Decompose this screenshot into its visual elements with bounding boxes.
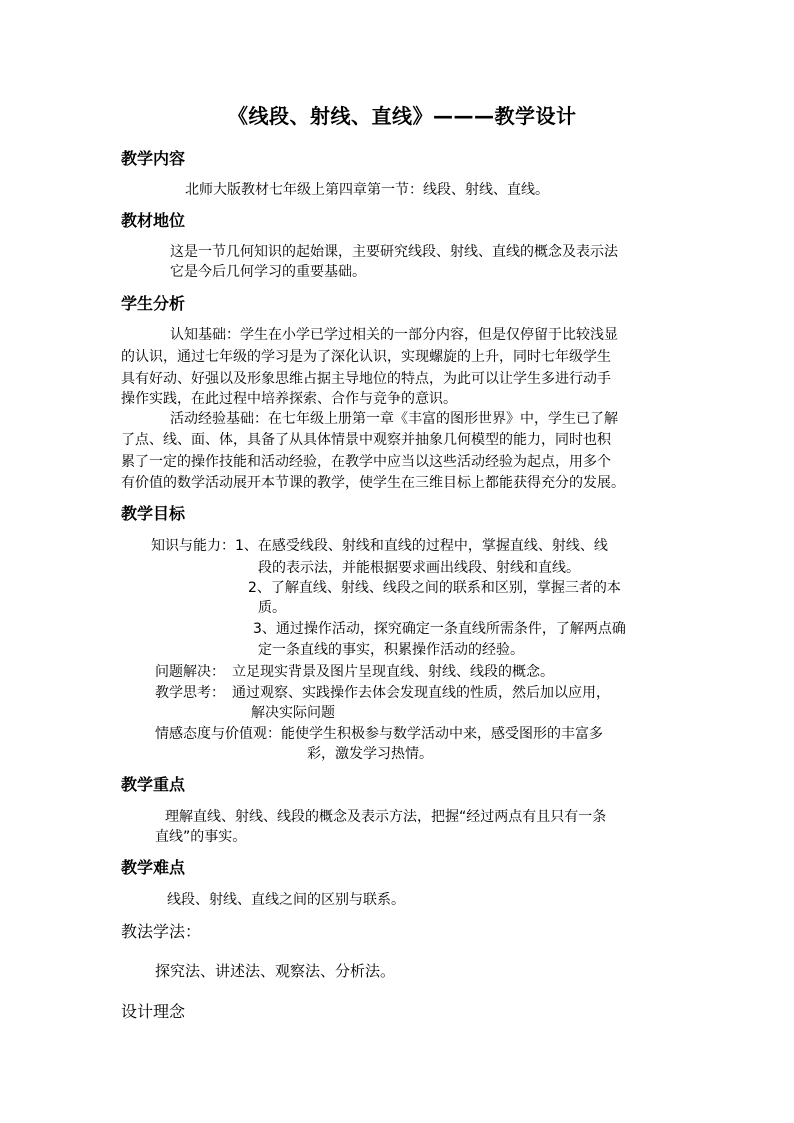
- section-heading-methods: 教法学法：: [121, 922, 202, 941]
- section-heading-concept: 设计理念: [121, 1002, 186, 1021]
- keypoints-line: 直线”的事实。: [155, 829, 247, 845]
- status-line: 这是一节几何知识的起始课，主要研究线段、射线、直线的概念及表示法: [170, 244, 618, 260]
- goals-line: 解决实际问题: [251, 705, 335, 721]
- section-heading-difficulties: 教学难点: [121, 858, 186, 877]
- goals-line: 3、通过操作活动，探究确定一条直线所需条件，了解两点确: [253, 621, 626, 637]
- goals-line: 质。: [258, 600, 286, 616]
- students-line: 操作实践，在此过程中培养探索、合作与竞争的意识。: [121, 391, 457, 407]
- keypoints-line: 理解直线、射线、线段的概念及表示方法，把握“经过两点有且只有一条: [165, 809, 607, 825]
- students-line: 具有好动、好强以及形象思维占据主导地位的特点，为此可以让学生多进行动手: [121, 371, 611, 387]
- goals-line: 教学思考： 通过观察、实践操作去体会发现直线的性质，然后加以应用，: [155, 685, 610, 701]
- status-line: 它是今后几何学习的重要基础。: [170, 264, 366, 280]
- students-line: 活动经验基础：在七年级上册第一章《丰富的图形世界》中，学生已了解: [170, 411, 618, 427]
- section-heading-goals: 教学目标: [121, 504, 186, 523]
- goals-line: 知识与能力：1、在感受线段、射线和直线的过程中，掌握直线、射线、线: [151, 538, 608, 554]
- students-line: 累了一定的操作技能和活动经验，在教学中应当以这些活动经验为起点，用多个: [121, 454, 611, 470]
- goals-line: 彩，激发学习热情。: [307, 746, 433, 762]
- students-line: 有价值的数学活动展开本节课的教学，使学生在三维目标上都能获得充分的发展。: [121, 475, 625, 491]
- goals-line: 情感态度与价值观：能使学生积极参与数学活动中来，感受图形的丰富多: [155, 726, 603, 742]
- methods-text: 探究法、讲述法、观察法、分析法。: [155, 962, 396, 980]
- goals-line: 问题解决： 立足现实背景及图片呈现直线、射线、线段的概念。: [155, 664, 554, 680]
- section-heading-students: 学生分析: [121, 294, 186, 313]
- section-heading-content: 教学内容: [121, 149, 186, 168]
- content-text: 北师大版教材七年级上第四章第一节：线段、射线、直线。: [185, 182, 549, 198]
- difficulties-text: 线段、射线、直线之间的区别与联系。: [167, 892, 405, 908]
- students-line: 了点、线、面、体，具备了从具体情景中观察并抽象几何模型的能力，同时也积: [121, 432, 611, 448]
- goals-line: 段的表示法，并能根据要求画出线段、射线和直线。: [258, 560, 580, 576]
- goals-line: 2、了解直线、射线、线段之间的联系和区别，掌握三者的本: [248, 580, 621, 596]
- students-line: 的认识，通过七年级的学习是为了深化认识，实现螺旋的上升，同时七年级学生: [121, 349, 611, 365]
- students-line: 认知基础：学生在小学已学过相关的一部分内容，但是仅停留于比较浅显: [170, 327, 618, 343]
- goals-line: 定一条直线的事实，积累操作活动的经验。: [258, 642, 524, 658]
- document-title: 《线段、射线、直线》———教学设计: [228, 104, 577, 128]
- section-heading-status: 教材地位: [121, 211, 186, 230]
- section-heading-keypoints: 教学重点: [121, 775, 186, 794]
